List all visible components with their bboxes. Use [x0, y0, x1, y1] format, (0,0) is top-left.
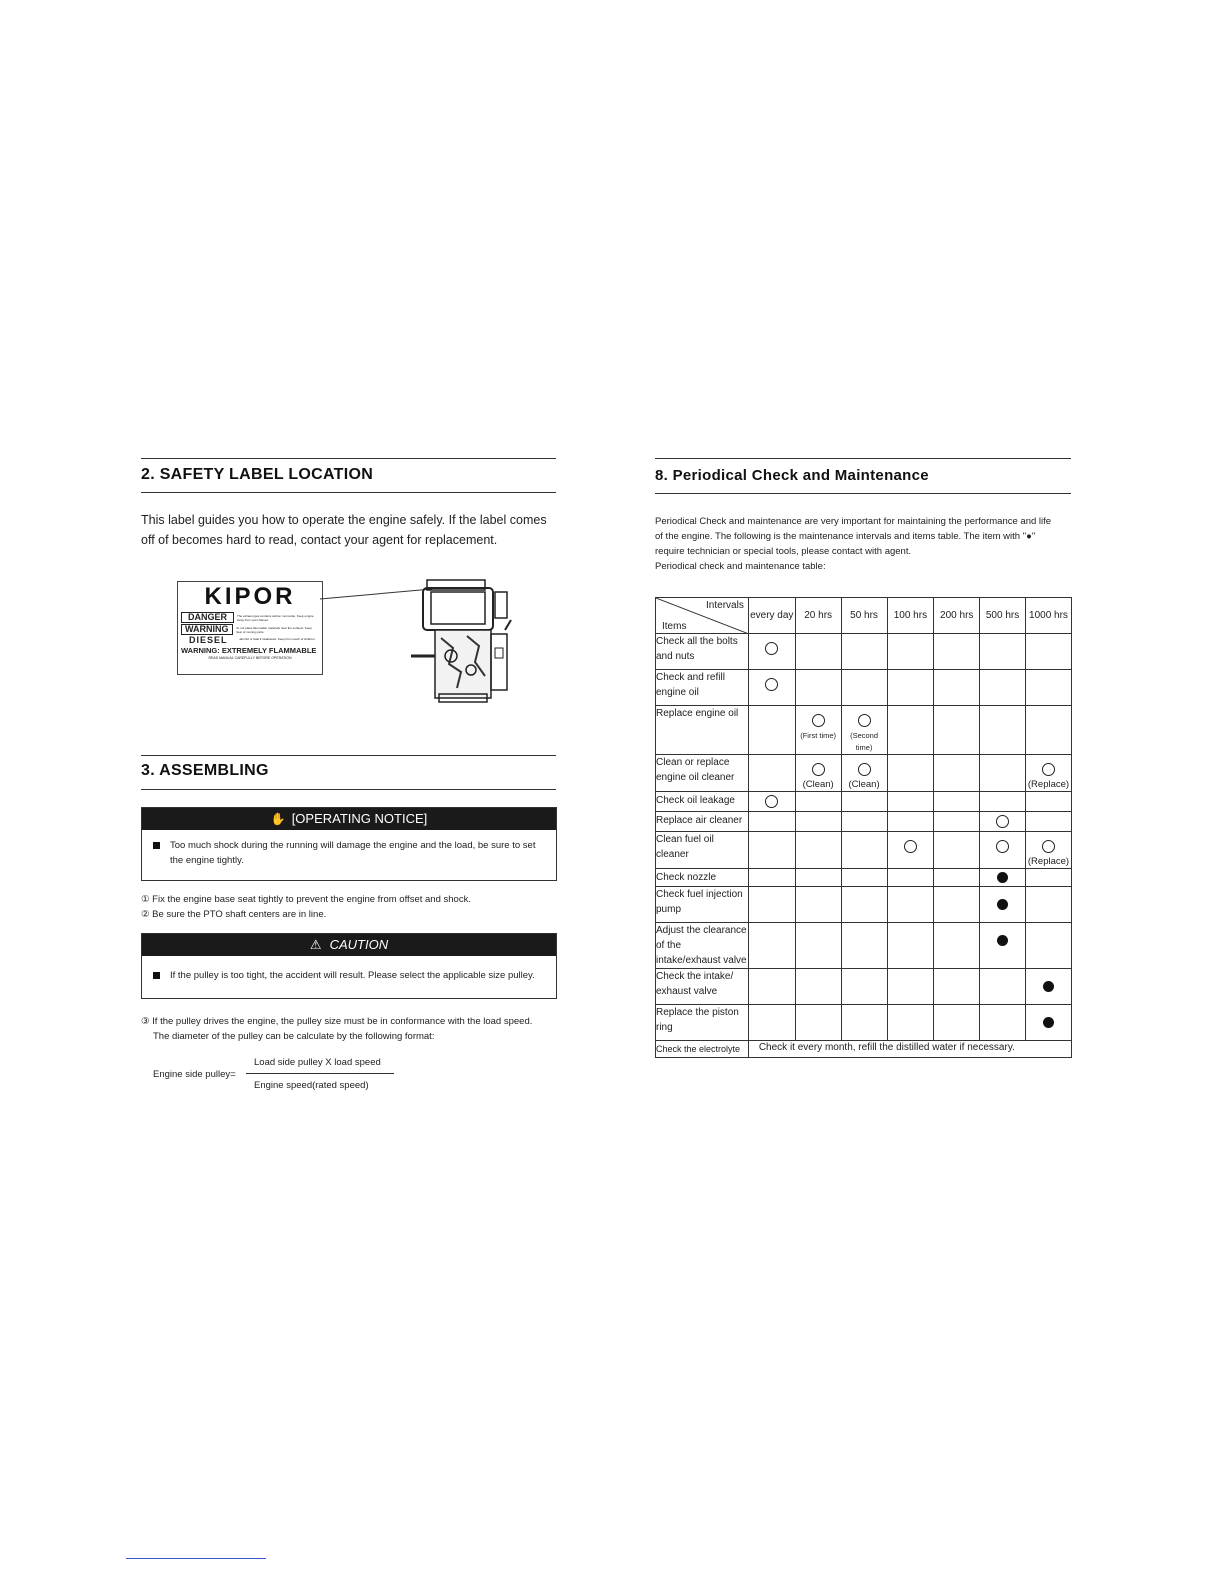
interval-cell: [887, 969, 934, 1005]
interval-cell: [934, 923, 980, 969]
interval-cell: [934, 670, 980, 706]
interval-cell: [934, 969, 980, 1005]
interval-cell: [934, 887, 980, 923]
item-cell: Check fuel injection pump: [656, 887, 749, 923]
table-row: [656, 869, 1072, 887]
open-circle-icon: [812, 714, 825, 727]
open-circle-icon: [765, 795, 778, 808]
top-rule: [141, 458, 556, 459]
interval-cell: [841, 634, 887, 670]
interval-cell: [841, 832, 887, 869]
item-cell: Replace engine oil: [656, 706, 749, 755]
interval-cell: [980, 670, 1026, 706]
interval-cell: [841, 887, 887, 923]
step-2: ② Be sure the PTO shaft centers are in line.: [141, 909, 327, 920]
interval-cell: [795, 832, 841, 869]
operating-notice-text: Too much shock during the running will damage the engine and the load, be sure to set the engine tightly.: [170, 840, 536, 866]
filled-circle-icon: [997, 872, 1008, 883]
interval-cell: [1025, 812, 1071, 832]
interval-cell: [980, 812, 1026, 832]
operating-notice-box: [141, 807, 557, 881]
item-cell: Replace air cleaner: [656, 812, 749, 832]
item-cell: Clean or replace engine oil cleaner: [656, 755, 749, 792]
corner-items: Items: [662, 621, 687, 632]
label-fine-print: READ MANUAL CAREFULLY BEFORE OPERATION: [208, 656, 292, 660]
interval-cell: [887, 1005, 934, 1041]
interval-cell: [934, 634, 980, 670]
table-row: [656, 670, 1072, 706]
table-row: [656, 812, 1072, 832]
col-header: 100 hrs: [887, 598, 934, 634]
col-header: 500 hrs: [980, 598, 1026, 634]
open-circle-icon: [812, 763, 825, 776]
item-cell: Check oil leakage: [656, 792, 749, 812]
col-header: 20 hrs: [795, 598, 841, 634]
open-circle-icon: [904, 840, 917, 853]
interval-cell: [980, 887, 1026, 923]
interval-cell: [1025, 755, 1071, 792]
table-row: [656, 792, 1072, 812]
caution-header: [142, 934, 556, 956]
title-rule: [655, 493, 1071, 494]
interval-cell: [795, 969, 841, 1005]
step-3-line1: ③ If the pulley drives the engine, the pulley size must be in conformance with the load speed.: [141, 1016, 533, 1027]
intro-line-4: Periodical check and maintenance table:: [655, 561, 826, 572]
interval-cell: [934, 792, 980, 812]
col-header: 50 hrs: [841, 598, 887, 634]
interval-cell: [980, 755, 1026, 792]
cell-caption: (Second time): [850, 731, 879, 752]
interval-cell: [1025, 969, 1071, 1005]
table-row-electrolyte: [656, 1041, 1072, 1058]
interval-cell: [1025, 869, 1071, 887]
interval-cell: [748, 792, 795, 812]
interval-cell: [795, 706, 841, 755]
open-circle-icon: [765, 678, 778, 691]
intro-line-3: require technician or special tools, please contact with agent.: [655, 546, 912, 557]
interval-cell: [887, 923, 934, 969]
electrolyte-note-cell: Check it every month, refill the distilled water if necessary.: [748, 1041, 1071, 1058]
interval-cell: [841, 755, 887, 792]
interval-cell: [887, 832, 934, 869]
open-circle-icon: [1042, 763, 1055, 776]
interval-cell: [887, 755, 934, 792]
safety-label-image: [177, 581, 323, 675]
item-cell: Check all the bolts and nuts: [656, 634, 749, 670]
interval-cell: [748, 832, 795, 869]
col-header: every day: [748, 598, 795, 634]
interval-cell: [748, 887, 795, 923]
interval-cell: [980, 969, 1026, 1005]
bullet-square-icon: [153, 972, 160, 979]
interval-cell: [887, 792, 934, 812]
interval-cell: [980, 792, 1026, 812]
interval-cell: [1025, 832, 1071, 869]
interval-cell: [841, 706, 887, 755]
interval-cell: [841, 923, 887, 969]
label-row-warning: [181, 624, 319, 635]
interval-cell: [980, 869, 1026, 887]
warning-triangle-icon: ⚠: [309, 937, 322, 952]
interval-cell: [934, 1005, 980, 1041]
interval-cell: [748, 755, 795, 792]
interval-cell: [934, 706, 980, 755]
cell-caption: (Replace): [1027, 779, 1070, 790]
interval-cell: [1025, 670, 1071, 706]
interval-cell: [934, 832, 980, 869]
label-row-diesel: [181, 636, 319, 645]
label-text: Harmful or fatal if swallowed. Keep from reach of children.: [238, 636, 316, 641]
intro-line-1: Periodical Check and maintenance are very important for maintaining the performance and life: [655, 516, 1052, 527]
interval-cell: [980, 706, 1026, 755]
interval-cell: [795, 1005, 841, 1041]
open-circle-icon: [858, 714, 871, 727]
cell-caption: (Clean): [802, 779, 834, 790]
operating-notice-title: [OPERATING NOTICE]: [291, 811, 428, 826]
rule: [141, 755, 556, 756]
interval-cell: [887, 706, 934, 755]
interval-cell: [1025, 706, 1071, 755]
formula-numerator: Load side pulley X load speed: [254, 1057, 381, 1068]
table-row: [656, 1005, 1072, 1041]
section2-body: This label guides you how to operate the engine safely. If the label comes off of becomes hard to read, contact your agent for replacement.: [141, 513, 547, 547]
label-text: Do not place flammable materials near the exhaust. Keep clear of moving parts.: [235, 625, 312, 634]
cell-caption: (First time): [800, 731, 837, 740]
table-row: [656, 969, 1072, 1005]
corner-intervals: Intervals: [706, 600, 744, 611]
item-cell: Check nozzle: [656, 869, 749, 887]
interval-cell: [795, 634, 841, 670]
label-row-danger: [181, 612, 319, 623]
hand-icon: ✋: [270, 812, 286, 826]
table-row: [656, 887, 1072, 923]
footer-link-line: [126, 1558, 266, 1559]
interval-cell: [748, 1005, 795, 1041]
kipor-logo: KIPOR: [204, 583, 296, 610]
open-circle-icon: [858, 763, 871, 776]
step-3-line2: The diameter of the pulley can be calculate by the following format:: [153, 1031, 435, 1042]
interval-cell: [748, 969, 795, 1005]
corner-cell: [656, 598, 749, 634]
step-1: ① Fix the engine base seat tightly to prevent the engine from offset and shock.: [141, 894, 471, 905]
interval-cell: [887, 869, 934, 887]
filled-circle-icon: [1043, 981, 1054, 992]
item-cell: Check the intake/ exhaust valve: [656, 969, 749, 1005]
interval-cell: [841, 792, 887, 812]
interval-cell: [748, 634, 795, 670]
label-head: WARNING: [181, 624, 233, 635]
interval-cell: [1025, 634, 1071, 670]
cell-caption: (Replace): [1027, 856, 1070, 867]
top-rule: [655, 458, 1071, 459]
item-cell: Adjust the clearance of the intake/exhaust valve: [656, 923, 749, 969]
col-header: 200 hrs: [934, 598, 980, 634]
intro-line-2: of the engine. The following is the maintenance intervals and items table. The item with "●": [655, 531, 1036, 542]
open-circle-icon: [1042, 840, 1055, 853]
interval-cell: [841, 1005, 887, 1041]
item-cell: Replace the piston ring: [656, 1005, 749, 1041]
operating-notice-header: [142, 808, 556, 830]
item-cell: Check and refill engine oil: [656, 670, 749, 706]
interval-cell: [980, 634, 1026, 670]
interval-cell: [795, 869, 841, 887]
filled-circle-icon: [997, 935, 1008, 946]
interval-cell: [748, 923, 795, 969]
label-warning-line: WARNING: EXTREMELY FLAMMABLE: [181, 646, 317, 655]
interval-cell: [1025, 792, 1071, 812]
fraction-bar: [246, 1073, 394, 1074]
title-rule: [141, 492, 556, 493]
col-header: 1000 hrs: [1025, 598, 1071, 634]
interval-cell: [887, 634, 934, 670]
interval-cell: [748, 812, 795, 832]
cell-caption: (Clean): [848, 779, 880, 790]
section3-title: 3. ASSEMBLING: [141, 762, 269, 779]
table-row: [656, 634, 1072, 670]
interval-cell: [841, 969, 887, 1005]
interval-cell: [841, 812, 887, 832]
section2-title: 2. SAFETY LABEL LOCATION: [141, 466, 374, 483]
interval-cell: [1025, 923, 1071, 969]
open-circle-icon: [996, 840, 1009, 853]
label-head: DANGER: [181, 612, 234, 623]
caution-body: [142, 956, 556, 991]
formula-left: Engine side pulley=: [153, 1069, 236, 1080]
open-circle-icon: [996, 815, 1009, 828]
table-row: [656, 832, 1072, 869]
label-head: DIESEL: [189, 635, 228, 645]
interval-cell: [934, 755, 980, 792]
rule: [141, 789, 556, 790]
interval-cell: [841, 670, 887, 706]
item-cell: Clean fuel oil cleaner: [656, 832, 749, 869]
interval-cell: [841, 869, 887, 887]
interval-cell: [980, 832, 1026, 869]
interval-cell: [980, 1005, 1026, 1041]
caution-title: CAUTION: [329, 937, 389, 952]
item-cell: Check the electrolyte: [656, 1041, 749, 1058]
interval-cell: [795, 755, 841, 792]
interval-cell: [887, 887, 934, 923]
formula-denominator: Engine speed(rated speed): [254, 1080, 369, 1091]
interval-cell: [748, 670, 795, 706]
table-header-row: [656, 598, 1072, 634]
interval-cell: [795, 887, 841, 923]
interval-cell: [887, 670, 934, 706]
interval-cell: [795, 923, 841, 969]
interval-cell: [795, 812, 841, 832]
interval-cell: [934, 869, 980, 887]
open-circle-icon: [765, 642, 778, 655]
interval-cell: [1025, 1005, 1071, 1041]
label-text: The exhaust gas contains carbon monoxide. Keep engine away from open flames.: [237, 613, 314, 622]
interval-cell: [1025, 887, 1071, 923]
section8-title: 8. Periodical Check and Maintenance: [655, 467, 929, 484]
table-row: [656, 706, 1072, 755]
maintenance-table: [655, 597, 1072, 1058]
engine-drawing: [405, 572, 520, 707]
interval-cell: [934, 812, 980, 832]
interval-cell: [887, 812, 934, 832]
operating-notice-body: [142, 830, 556, 876]
bullet-square-icon: [153, 842, 160, 849]
filled-circle-icon: [1043, 1017, 1054, 1028]
interval-cell: [748, 869, 795, 887]
filled-circle-icon: [997, 899, 1008, 910]
interval-cell: [980, 923, 1026, 969]
caution-box: [141, 933, 557, 999]
table-row: [656, 923, 1072, 969]
interval-cell: [795, 792, 841, 812]
caution-text: If the pulley is too tight, the accident will result. Please select the applicable size pulley.: [170, 970, 535, 981]
interval-cell: [795, 670, 841, 706]
table-row: [656, 755, 1072, 792]
interval-cell: [748, 706, 795, 755]
